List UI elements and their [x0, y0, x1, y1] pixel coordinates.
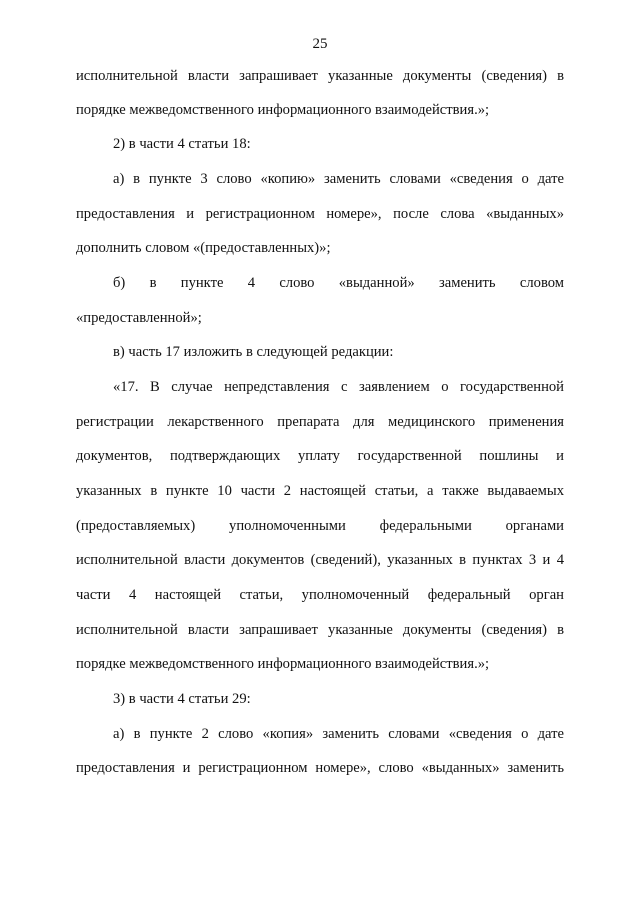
text-line: исполнительной власти документов (сведений), указанных в пунктах 3 и 4: [76, 552, 564, 568]
text-line: регистрации лекарственного препарата для медицинского применения: [76, 414, 564, 430]
text-line: исполнительной власти запрашивает указанные документы (сведения) в: [76, 68, 564, 84]
page-number: 25: [312, 36, 328, 52]
text-line: (предоставляемых) уполномоченными федеральными органами: [76, 518, 564, 534]
text-line: документов, подтверждающих уплату государственной пошлины и: [76, 448, 564, 464]
text-line: исполнительной власти запрашивает указанные документы (сведения) в: [76, 622, 564, 638]
text-line: б) в пункте 4 слово «выданной» заменить словом: [113, 275, 564, 291]
text-line: предоставления и регистрационном номере», после слова «выданных»: [76, 206, 564, 222]
text-line: порядке межведомственного информационного взаимодействия.»;: [76, 656, 490, 672]
text-line: а) в пункте 3 слово «копию» заменить словами «сведения о дате: [113, 171, 564, 187]
text-line: «предоставленной»;: [76, 310, 202, 326]
text-line: дополнить словом «(предоставленных)»;: [76, 240, 331, 256]
text-line: порядке межведомственного информационного взаимодействия.»;: [76, 102, 490, 118]
text-line: а) в пункте 2 слово «копия» заменить словами «сведения о дате: [113, 726, 564, 742]
text-line: части 4 настоящей статьи, уполномоченный федеральный орган: [76, 587, 564, 603]
list-item-heading: 3) в части 4 статьи 29:: [113, 691, 251, 707]
text-line: предоставления и регистрационном номере», слово «выданных» заменить: [76, 760, 564, 776]
list-item-heading: 2) в части 4 статьи 18:: [113, 136, 251, 152]
text-line: в) часть 17 изложить в следующей редакции:: [113, 344, 394, 360]
text-line: «17. В случае непредставления с заявлением о государственной: [113, 379, 564, 395]
text-line: указанных в пункте 10 части 2 настоящей статьи, а также выдаваемых: [76, 483, 564, 499]
